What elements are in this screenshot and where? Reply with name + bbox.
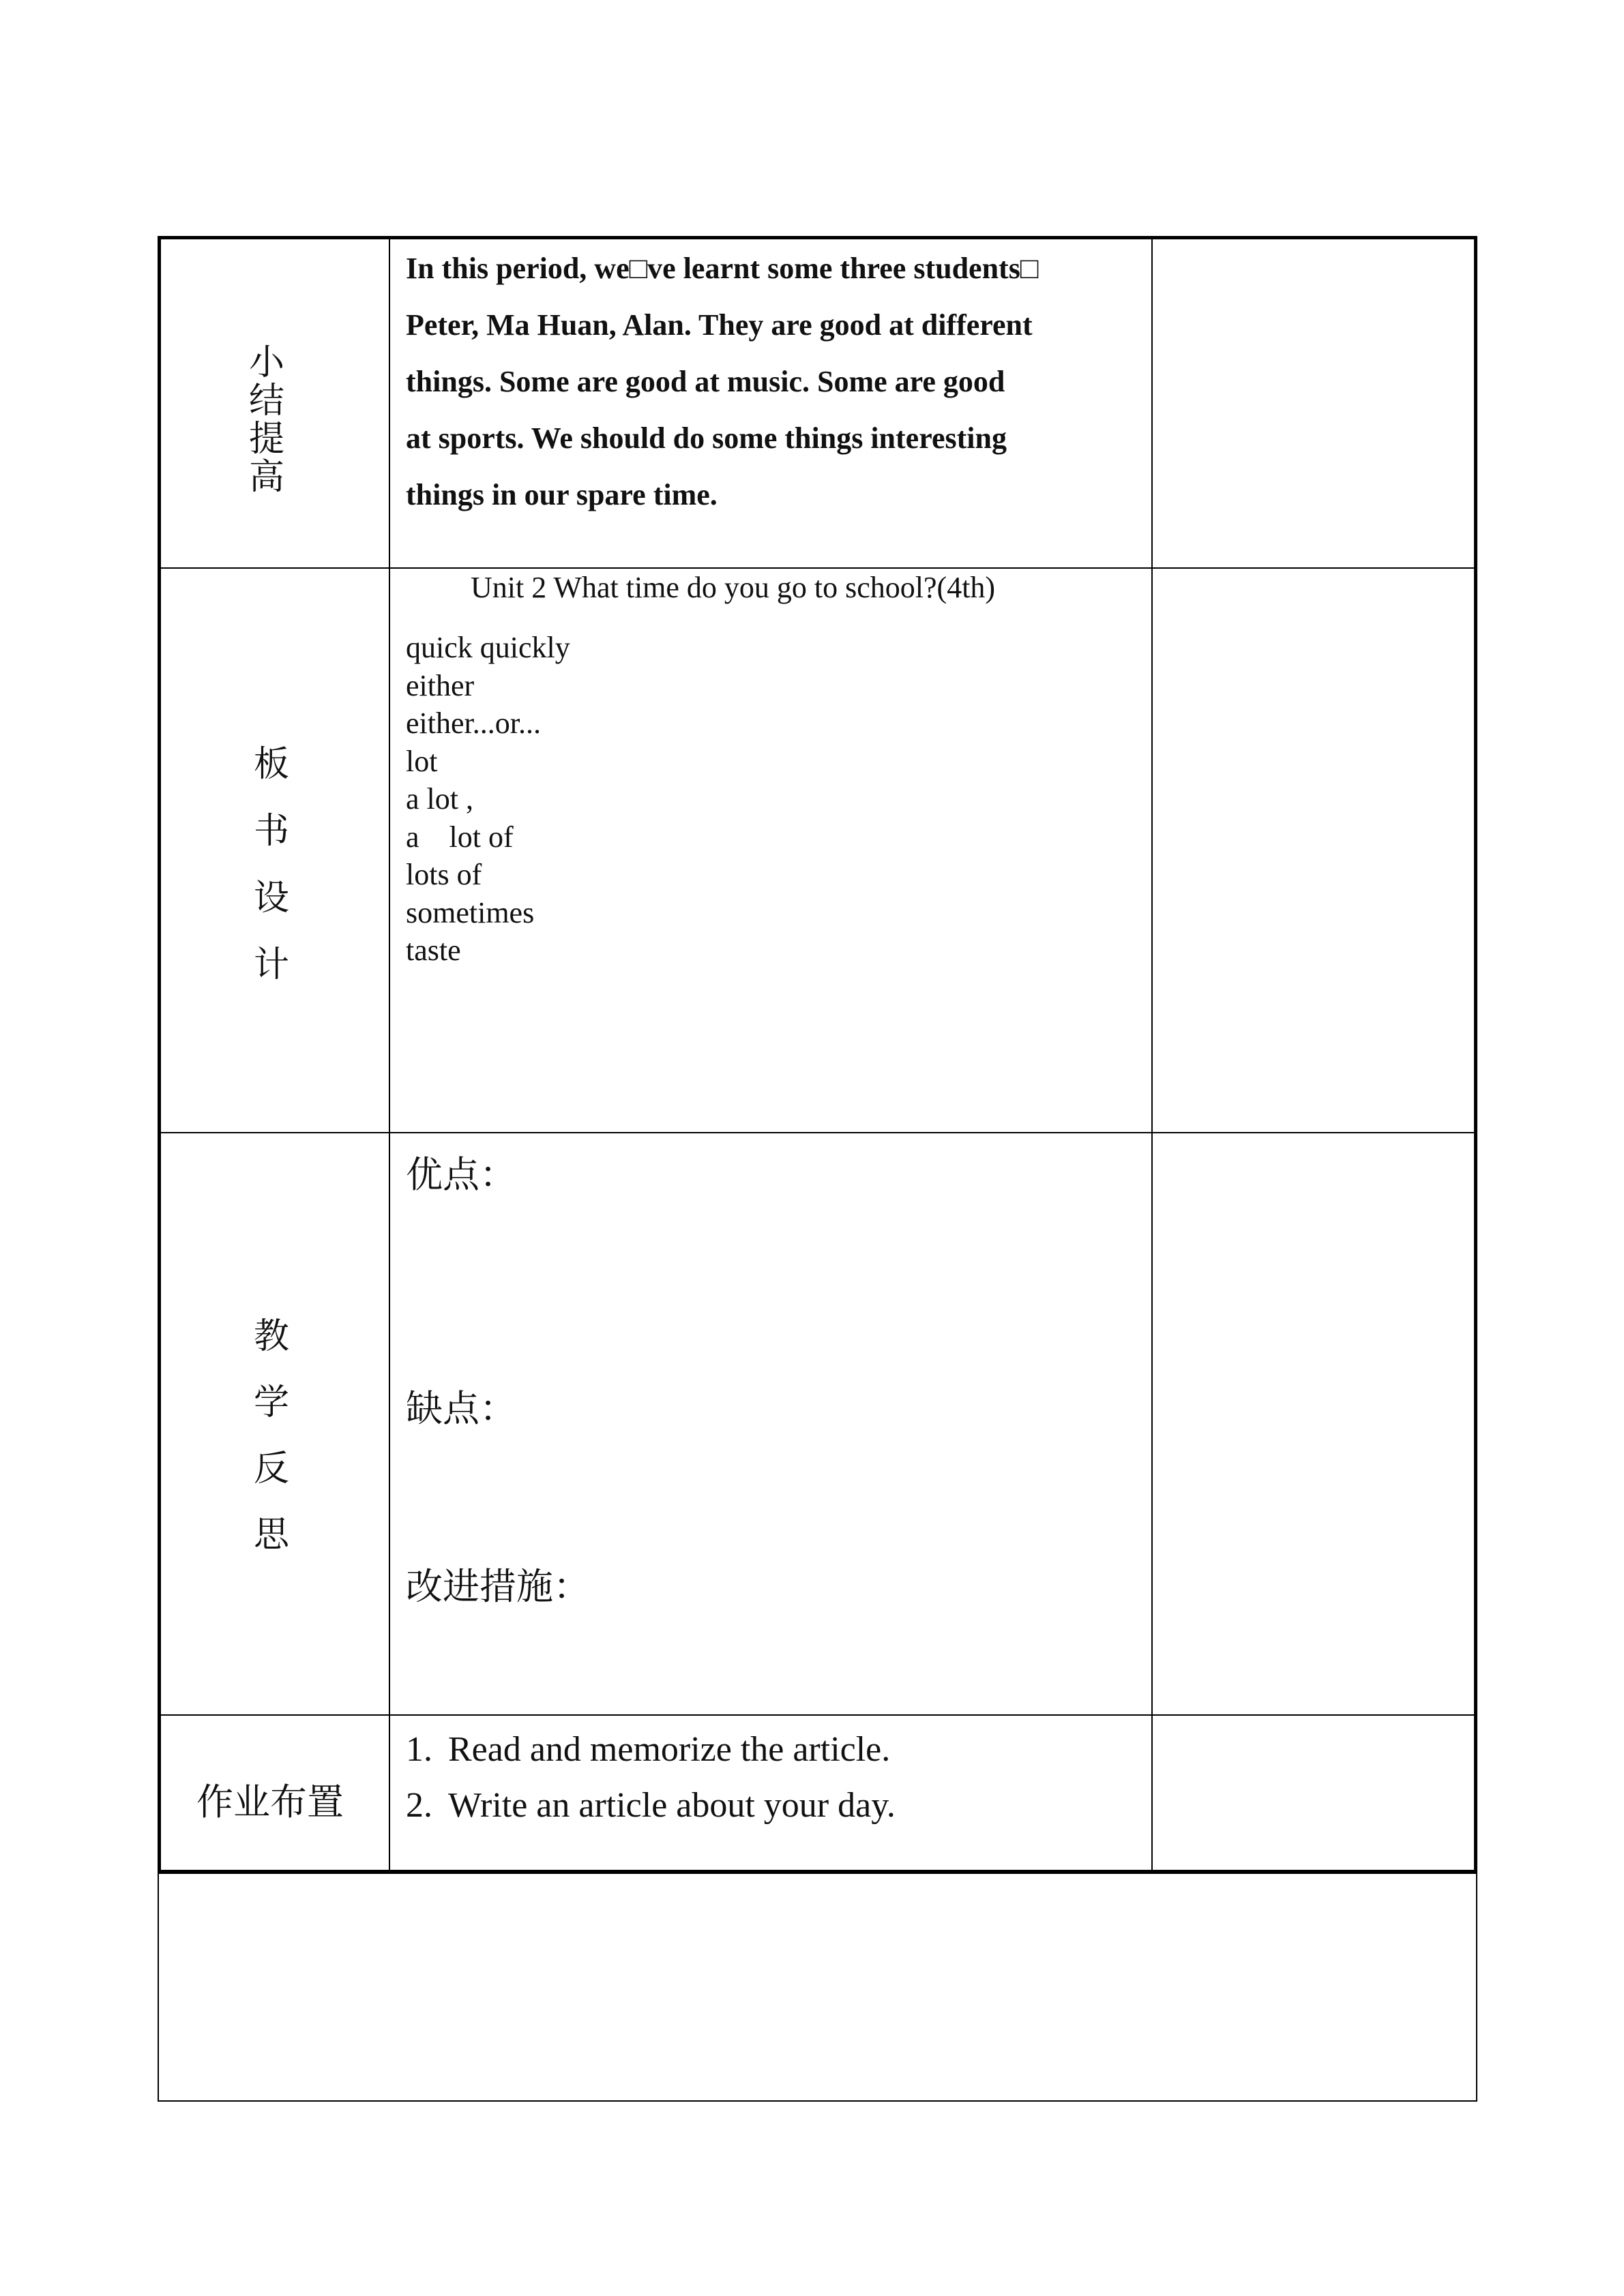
summary-line: at sports. We should do some things interesting — [406, 421, 1007, 455]
summary-label-char: 高 — [249, 457, 285, 498]
board-label-char: 板 — [254, 744, 290, 785]
summary-label-char: 提 — [249, 419, 285, 460]
vocabulary-item: either — [406, 668, 475, 702]
summary-label-char: 结 — [249, 381, 285, 421]
reflection-label-char: 思 — [254, 1515, 290, 1555]
row-divider-1 — [160, 567, 1475, 569]
weaknesses-heading: 缺点： — [406, 1387, 516, 1430]
vocabulary-item: quick quickly — [406, 631, 570, 664]
reflection-label-char: 反 — [254, 1448, 290, 1489]
board-design-label — [254, 731, 289, 998]
vocabulary-item: a lot of — [406, 820, 514, 854]
board-title: Unit 2 What time do you go to school?(4th) — [471, 571, 996, 604]
homework-number: 2. — [406, 1786, 432, 1825]
vocabulary-item: lot — [406, 744, 438, 778]
summary-label — [249, 344, 284, 496]
column-divider-label — [389, 237, 390, 1873]
vocabulary-item: a lot , — [406, 782, 473, 816]
summary-line: things. Some are good at music. Some are good — [406, 365, 1005, 398]
board-label-char: 书 — [254, 811, 290, 852]
homework-item — [406, 1729, 890, 1770]
blank-notes-box — [158, 1874, 1477, 2102]
vocabulary-list — [406, 629, 570, 970]
board-label-char: 设 — [254, 878, 290, 919]
homework-text: Read and memorize the article. — [448, 1730, 891, 1769]
board-label-char: 计 — [254, 944, 290, 985]
homework-text: Write an article about your day. — [448, 1786, 896, 1825]
summary-line: In this period, we□ve learnt some three students□ — [406, 252, 1039, 285]
strengths-heading: 优点： — [406, 1153, 516, 1196]
vocabulary-item: sometimes — [406, 895, 535, 929]
homework-label: 作业布置 — [196, 1780, 344, 1823]
row-divider-2 — [160, 1132, 1475, 1133]
vocabulary-item: taste — [406, 934, 461, 967]
summary-line: Peter, Ma Huan, Alan. They are good at different — [406, 308, 1033, 342]
homework-number: 1. — [406, 1730, 432, 1769]
reflection-label-char: 教 — [254, 1316, 290, 1357]
column-divider-notes — [1151, 237, 1153, 1873]
reflection-label — [254, 1304, 289, 1568]
row-divider-3 — [160, 1714, 1475, 1716]
reflection-label-char: 学 — [254, 1382, 290, 1423]
vocabulary-item: lots of — [406, 858, 482, 891]
summary-text — [406, 240, 1149, 523]
summary-line: things in our spare time. — [406, 478, 718, 511]
vocabulary-item: either...or... — [406, 706, 541, 740]
homework-item — [406, 1785, 896, 1825]
summary-label-char: 小 — [249, 342, 285, 383]
improvements-heading: 改进措施： — [406, 1565, 590, 1608]
